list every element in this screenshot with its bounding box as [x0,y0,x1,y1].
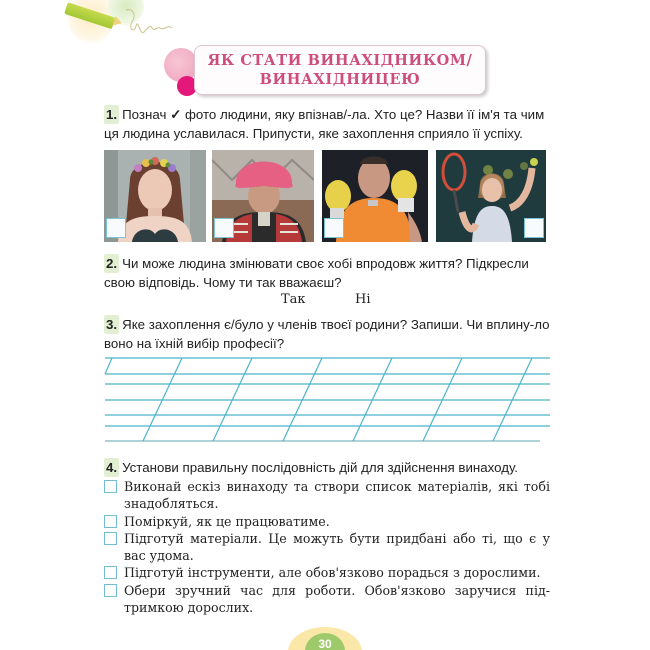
task-4 [104,458,550,477]
photo-2-checkbox[interactable] [214,218,234,238]
task-number: 2. [106,256,118,271]
task-4-text: Установи правильну послідовність дій для здійснення винаходу. [122,460,519,475]
task-number: 3. [106,317,118,332]
photo-row [104,150,546,242]
task-2-text: Чи може людина змінювати своє хобі впродовж життя? Підкресли свою відповідь. Чому ти так вважаєш? [104,256,529,290]
sequence-list [104,478,550,616]
list-item [104,530,550,565]
order-checkbox[interactable] [104,480,117,493]
page-title-banner [160,42,490,98]
order-checkbox[interactable] [104,566,117,579]
scribble-icon [122,6,192,40]
writing-area[interactable] [100,350,552,450]
answer-yes[interactable]: Так [281,292,306,307]
page-title [194,45,486,95]
answer-no[interactable]: Ні [355,292,371,307]
list-item-text: Поміркуй, як це працюватиме. [124,513,330,529]
task-3 [104,315,550,353]
title-line-2: ВИНАХІДНИЦЕЮ [259,71,421,88]
title-line-1: ЯК СТАТИ ВИНАХІДНИКОМ/ [207,52,473,69]
list-item-text: Підготуй матеріали. Це можуть бути придбані або ті, що є у вас удома. [124,530,550,564]
list-item [104,513,550,530]
photo-1-checkbox[interactable] [106,218,126,238]
task-3-text: Яке захоплення є/було у членів твоєї родини? Запиши. Чи вплину-ло воно на їхній вибір професії? [104,317,550,351]
photo-1 [104,150,206,242]
photo-3-checkbox[interactable] [324,218,344,238]
order-checkbox[interactable] [104,515,117,528]
photo-4 [436,150,546,242]
list-item [104,582,550,617]
task-number: 4. [106,460,118,475]
checkmark-icon: ✓ [170,107,182,122]
task-1-text-start: Познач [122,107,167,122]
page-number: 30 [305,633,345,650]
list-item-text: Підготуй інструменти, але обов'язково порадься з дорослими. [124,565,541,581]
list-item-text: Виконай ескіз винаходу та створи список матеріалів, які тобі знадобляться. [124,479,550,512]
pencil-decoration [60,0,200,45]
list-item [104,478,550,513]
task-2 [104,254,550,292]
order-checkbox[interactable] [104,584,117,597]
photo-2 [212,150,314,242]
task-1-text: фото людини, яку впізнав/-ла. Хто це? Назви її ім'я та чим ця людина уславилася. Припусти, яке захоплення сприяло її успіху. [104,107,545,141]
list-item-text: Обери зручний час для роботи. Обов'язково заручися під-тримкою дорослих. [124,582,550,616]
task-1 [104,105,550,143]
task-number: 1. [106,107,118,122]
order-checkbox[interactable] [104,532,117,545]
photo-4-checkbox[interactable] [524,218,544,238]
photo-3 [322,150,428,242]
list-item [104,564,550,581]
